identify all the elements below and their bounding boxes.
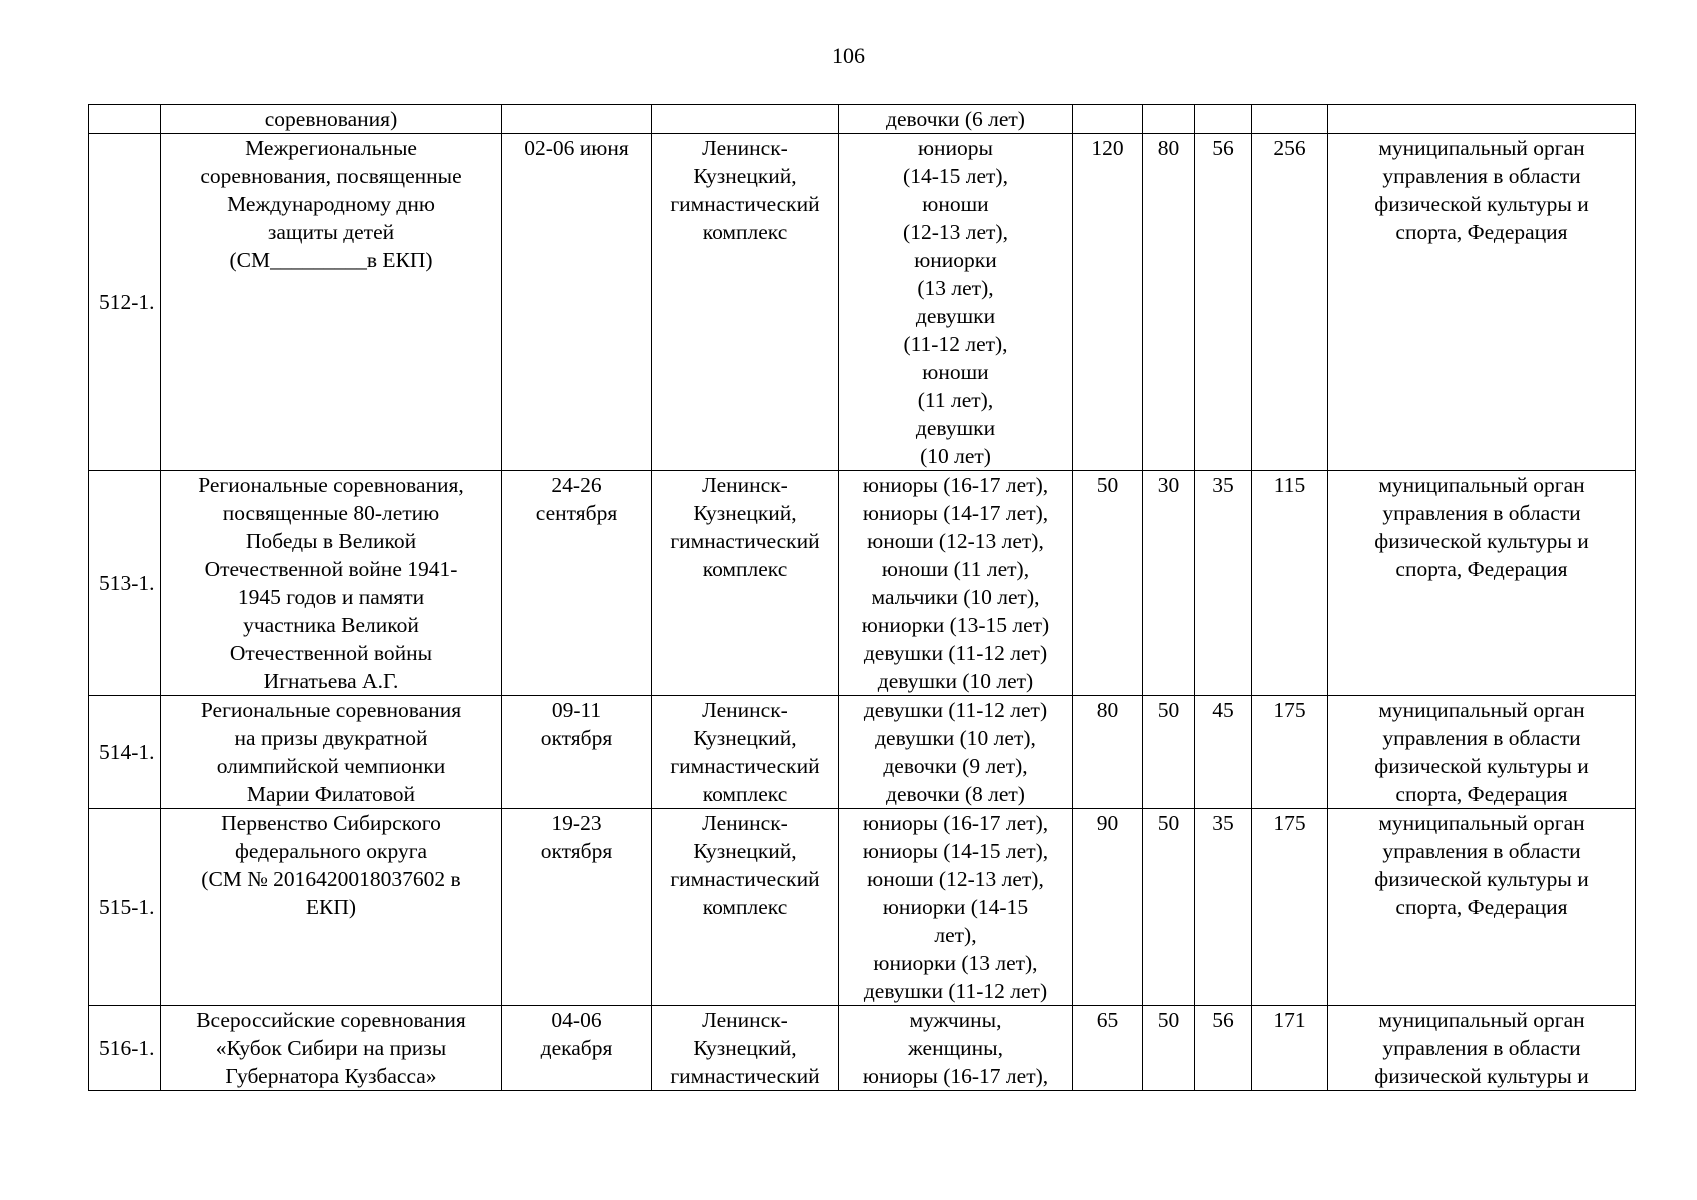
cell-dates <box>502 134 652 471</box>
cell-place <box>652 471 839 696</box>
table-row <box>89 471 1636 696</box>
cell-line: участника Великой <box>243 613 419 637</box>
cell-line: физической культуры и <box>1374 754 1589 778</box>
cell-count-1: 90 <box>1073 809 1143 1006</box>
cell-count-3: 35 <box>1195 809 1252 1006</box>
cell-line: юноши (12-13 лет), <box>867 867 1044 891</box>
cell-participants <box>839 134 1073 471</box>
cell-place <box>652 105 839 134</box>
cell-line: (11-12 лет), <box>903 332 1008 356</box>
cell-participants <box>839 1006 1073 1091</box>
cell-num: 516-1. <box>89 1006 161 1091</box>
cell-place <box>652 1006 839 1091</box>
cell-line: девочки (6 лет) <box>886 107 1025 131</box>
cell-num: 515-1. <box>89 809 161 1006</box>
cell-line: Кузнецкий, <box>693 839 797 863</box>
cell-line: декабря <box>540 1036 613 1060</box>
cell-line: управления в области <box>1382 839 1581 863</box>
cell-line: управления в области <box>1382 164 1581 188</box>
cell-count-3: 35 <box>1195 471 1252 696</box>
cell-line: сентября <box>535 501 618 525</box>
cell-dates <box>502 1006 652 1091</box>
cell-line: Ленинск- <box>702 811 788 835</box>
cell-line: Кузнецкий, <box>693 501 797 525</box>
cell-total: 175 <box>1252 696 1328 809</box>
cell-line: комплекс <box>702 557 788 581</box>
cell-line: «Кубок Сибири на призы <box>215 1036 447 1060</box>
cell-line: спорта, Федерация <box>1395 220 1568 244</box>
cell-line: девушки (10 лет) <box>877 669 1034 693</box>
cell-line: Региональные соревнования, <box>198 473 464 497</box>
cell-line: Первенство Сибирского <box>221 811 441 835</box>
cell-line: юниорки <box>914 248 997 272</box>
cell-line: Региональные соревнования <box>200 698 462 722</box>
table-row <box>89 809 1636 1006</box>
cell-event <box>161 105 502 134</box>
cell-line: (СМ_________в ЕКП) <box>229 248 433 272</box>
cell-line: управления в области <box>1382 501 1581 525</box>
cell-line: гимнастический <box>670 1064 820 1088</box>
cell-line: юноши (12-13 лет), <box>867 529 1044 553</box>
cell-line: 04-06 <box>551 1008 602 1032</box>
cell-line: Отечественной войне 1941- <box>204 557 458 581</box>
cell-line: юниорки (13-15 лет) <box>861 613 1050 637</box>
cell-count-2 <box>1143 105 1195 134</box>
cell-line: девочки (9 лет), <box>883 754 1028 778</box>
cell-total: 256 <box>1252 134 1328 471</box>
cell-organizer <box>1328 134 1636 471</box>
cell-line: октября <box>540 839 613 863</box>
page-number: 106 <box>832 43 865 68</box>
cell-line: мальчики (10 лет), <box>871 585 1040 609</box>
cell-count-2: 30 <box>1143 471 1195 696</box>
cell-num: 513-1. <box>89 471 161 696</box>
cell-organizer <box>1328 809 1636 1006</box>
cell-count-2: 50 <box>1143 809 1195 1006</box>
cell-line: Победы в Великой <box>245 529 417 553</box>
cell-line: девушки <box>915 416 996 440</box>
cell-line: юниоры <box>917 136 994 160</box>
cell-line: (11 лет), <box>917 388 994 412</box>
cell-line: 09-11 <box>551 698 602 722</box>
cell-line: управления в области <box>1382 726 1581 750</box>
cell-line: физической культуры и <box>1374 529 1589 553</box>
cell-line: олимпийской чемпионки <box>216 754 446 778</box>
cell-count-2: 80 <box>1143 134 1195 471</box>
cell-participants <box>839 471 1073 696</box>
cell-line: физической культуры и <box>1374 192 1589 216</box>
cell-line: юниорки (14-15 <box>882 895 1029 919</box>
cell-total: 171 <box>1252 1006 1328 1091</box>
cell-dates <box>502 471 652 696</box>
cell-event <box>161 134 502 471</box>
cell-line: муниципальный орган <box>1378 698 1585 722</box>
cell-event <box>161 471 502 696</box>
cell-line: девушки <box>915 304 996 328</box>
cell-line: управления в области <box>1382 1036 1581 1060</box>
table-row <box>89 696 1636 809</box>
cell-participants <box>839 809 1073 1006</box>
cell-line: (13 лет), <box>917 276 994 300</box>
cell-line: Ленинск- <box>702 698 788 722</box>
cell-line: защиты детей <box>267 220 395 244</box>
cell-participants <box>839 696 1073 809</box>
cell-line: девушки (11-12 лет) <box>863 698 1048 722</box>
cell-count-1: 65 <box>1073 1006 1143 1091</box>
cell-num: 512-1. <box>89 134 161 471</box>
cell-line: Кузнецкий, <box>693 726 797 750</box>
cell-line: девушки (11-12 лет) <box>863 979 1048 1003</box>
cell-total: 175 <box>1252 809 1328 1006</box>
cell-line: девочки (8 лет) <box>886 782 1025 806</box>
cell-line: Кузнецкий, <box>693 164 797 188</box>
cell-line: федерального округа <box>234 839 428 863</box>
cell-line: гимнастический <box>670 867 820 891</box>
cell-line: октября <box>540 726 613 750</box>
cell-line: комплекс <box>702 782 788 806</box>
cell-line: лет), <box>934 923 977 947</box>
cell-line: девушки (11-12 лет) <box>863 641 1048 665</box>
cell-line: 02-06 июня <box>524 136 629 160</box>
cell-line: муниципальный орган <box>1378 473 1585 497</box>
cell-line: соревнования, посвященные <box>200 164 462 188</box>
cell-line: юноши <box>922 360 989 384</box>
cell-line: спорта, Федерация <box>1395 557 1568 581</box>
cell-count-3 <box>1195 105 1252 134</box>
cell-line: Кузнецкий, <box>693 1036 797 1060</box>
cell-line: Ленинск- <box>702 136 788 160</box>
cell-line: 24-26 <box>551 473 602 497</box>
cell-line: (14-15 лет), <box>903 164 1008 188</box>
cell-total <box>1252 105 1328 134</box>
cell-line: Марии Филатовой <box>246 782 416 806</box>
cell-total: 115 <box>1252 471 1328 696</box>
cell-line: Отечественной войны <box>229 641 433 665</box>
cell-line: женщины, <box>907 1036 1003 1060</box>
cell-line: муниципальный орган <box>1378 136 1585 160</box>
table-row <box>89 134 1636 471</box>
cell-num: 514-1. <box>89 696 161 809</box>
cell-line: спорта, Федерация <box>1395 782 1568 806</box>
cell-line: комплекс <box>702 895 788 919</box>
cell-count-1 <box>1073 105 1143 134</box>
cell-event <box>161 809 502 1006</box>
cell-place <box>652 809 839 1006</box>
cell-line: гимнастический <box>670 192 820 216</box>
cell-line: посвященные 80-летию <box>222 501 440 525</box>
cell-count-3: 45 <box>1195 696 1252 809</box>
cell-line: Межрегиональные <box>245 136 417 160</box>
cell-line: (СМ № 2016420018037602 в <box>201 867 461 891</box>
cell-line: юноши (11 лет), <box>881 557 1030 581</box>
cell-line: юниорки (13 лет), <box>873 951 1038 975</box>
cell-place <box>652 696 839 809</box>
cell-line: Ленинск- <box>702 473 788 497</box>
cell-line: Ленинск- <box>702 1008 788 1032</box>
cell-line: комплекс <box>702 220 788 244</box>
cell-line: Губернатора Кузбасса» <box>225 1064 437 1088</box>
cell-count-1: 80 <box>1073 696 1143 809</box>
cell-line: Игнатьева А.Г. <box>263 669 399 693</box>
cell-dates <box>502 809 652 1006</box>
cell-line: физической культуры и <box>1374 1064 1589 1088</box>
cell-line: соревнования) <box>264 107 398 131</box>
cell-line: спорта, Федерация <box>1395 895 1568 919</box>
cell-line: 19-23 <box>551 811 602 835</box>
cell-line: физической культуры и <box>1374 867 1589 891</box>
cell-line: (10 лет) <box>920 444 991 468</box>
cell-line: юноши <box>922 192 989 216</box>
cell-line: юниоры (16-17 лет), <box>862 1064 1049 1088</box>
cell-count-2: 50 <box>1143 1006 1195 1091</box>
cell-line: (12-13 лет), <box>903 220 1008 244</box>
cell-line: гимнастический <box>670 529 820 553</box>
cell-place <box>652 134 839 471</box>
table-row-continuation <box>89 105 1636 134</box>
cell-line: гимнастический <box>670 754 820 778</box>
cell-count-3: 56 <box>1195 1006 1252 1091</box>
cell-line: юниоры (16-17 лет), <box>862 473 1049 497</box>
cell-count-3: 56 <box>1195 134 1252 471</box>
cell-num <box>89 105 161 134</box>
cell-organizer <box>1328 471 1636 696</box>
cell-organizer <box>1328 1006 1636 1091</box>
cell-organizer <box>1328 696 1636 809</box>
cell-event <box>161 696 502 809</box>
cell-count-1: 50 <box>1073 471 1143 696</box>
table-row <box>89 1006 1636 1091</box>
cell-line: девушки (10 лет), <box>875 726 1036 750</box>
cell-line: юниоры (14-17 лет), <box>862 501 1049 525</box>
cell-line: Международному дню <box>227 192 435 216</box>
cell-line: 1945 годов и памяти <box>237 585 425 609</box>
cell-count-2: 50 <box>1143 696 1195 809</box>
cell-line: мужчины, <box>909 1008 1002 1032</box>
events-table <box>88 104 1636 1091</box>
cell-line: юниоры (16-17 лет), <box>862 811 1049 835</box>
cell-line: муниципальный орган <box>1378 811 1585 835</box>
cell-participants <box>839 105 1073 134</box>
cell-line: юниоры (14-15 лет), <box>862 839 1049 863</box>
cell-line: ЕКП) <box>305 895 357 919</box>
cell-line: на призы двукратной <box>234 726 428 750</box>
cell-line: Всероссийские соревнования <box>196 1008 466 1032</box>
cell-event <box>161 1006 502 1091</box>
cell-organizer <box>1328 105 1636 134</box>
cell-dates <box>502 105 652 134</box>
cell-count-1: 120 <box>1073 134 1143 471</box>
cell-dates <box>502 696 652 809</box>
cell-line: муниципальный орган <box>1378 1008 1585 1032</box>
